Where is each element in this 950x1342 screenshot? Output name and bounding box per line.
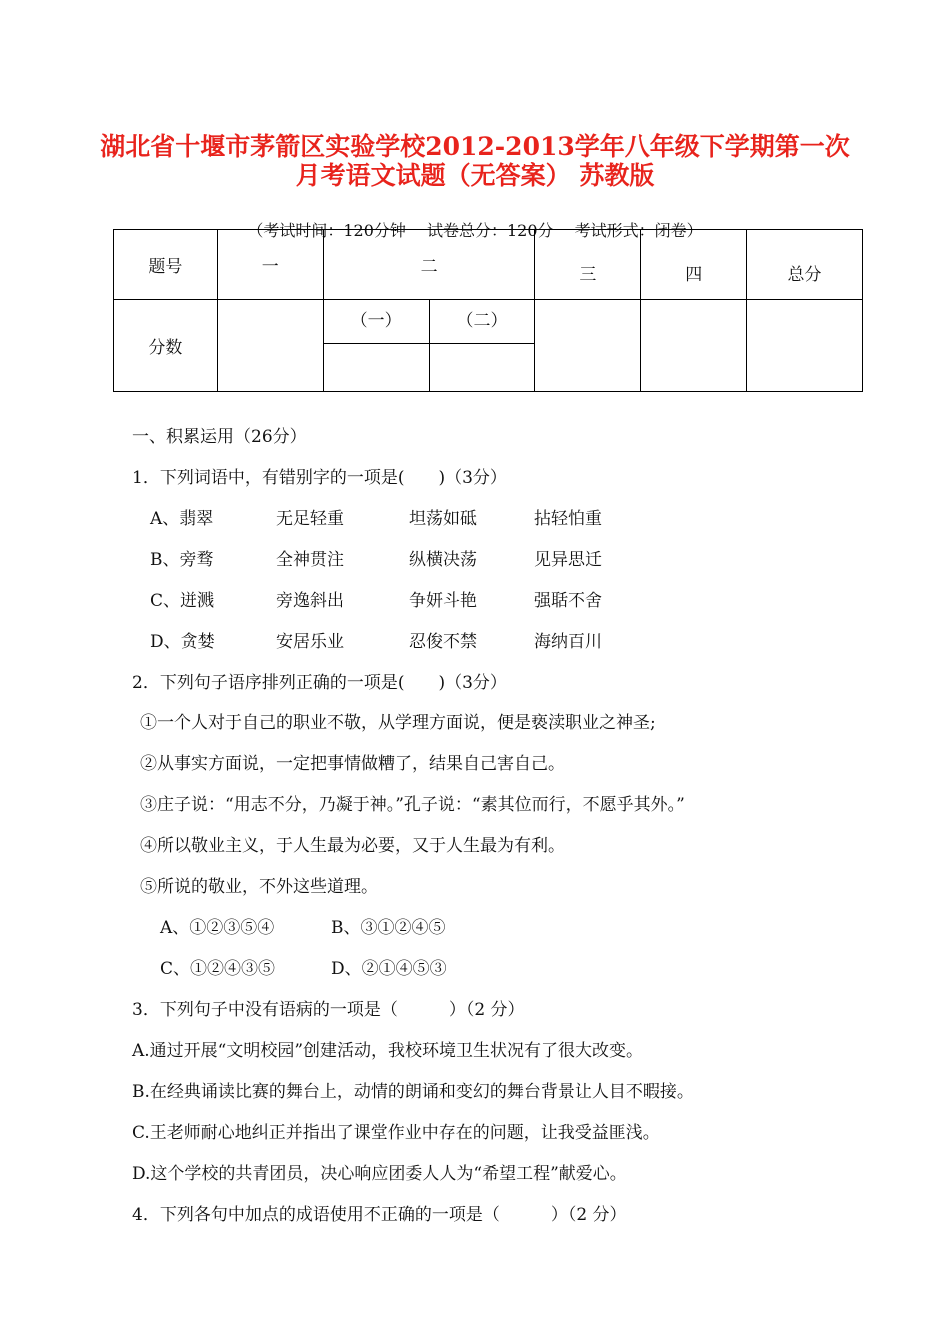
- q2-sentence-3: ③庄子说：“用志不分，乃凝于神。”孔子说：“素其位而行，不愿乎其外。”: [140, 795, 685, 815]
- exam-form: 考试形式：闭卷）: [574, 221, 703, 240]
- q1-option-a-word-4: 拈轻怕重: [534, 509, 602, 529]
- q1-option-b-word-4: 见异思迁: [534, 550, 602, 570]
- q1-option-c-word-4: 强聒不舍: [534, 591, 602, 611]
- q1-option-c-word-3: 争妍斗艳: [409, 591, 477, 611]
- header-part-one: 一: [217, 230, 323, 300]
- q1-option-c-word-2: 旁逸斜出: [276, 591, 344, 611]
- document-title-line-2: 月考语文试题（无答案） 苏教版: [295, 161, 655, 190]
- document-title-line-1: 湖北省十堰市茅箭区实验学校2012-2013学年八年级下学期第一次: [100, 132, 850, 161]
- question-3-stem: 3．下列句子中没有语病的一项是（ ）（2 分）: [132, 1000, 525, 1020]
- score-cell-part-two-1: [323, 344, 429, 392]
- q2-sentence-5: ⑤所说的敬业，不外这些道理。: [140, 877, 378, 897]
- header-part-three: 三: [535, 230, 641, 300]
- q2-sentence-2: ②从事实方面说，一定把事情做糟了，结果自己害自己。: [140, 754, 565, 774]
- q1-option-a-word-2: 无足轻重: [276, 509, 344, 529]
- q2-option-d: D、②①④⑤③: [331, 959, 447, 979]
- q2-option-a: A、①②③⑤④: [160, 918, 275, 938]
- q1-option-b-word-1: B、旁骛: [150, 550, 214, 570]
- row-label-score: 分数: [114, 300, 218, 392]
- q1-option-c-word-1: C、迸溅: [150, 591, 215, 611]
- score-cell-part-two-2: [429, 344, 535, 392]
- q3-option-a: A.通过开展“文明校园”创建活动，我校环境卫生状况有了很大改变。: [132, 1041, 644, 1061]
- question-4-stem: 4．下列各句中加点的成语使用不正确的一项是（ ）（2 分）: [132, 1205, 627, 1225]
- header-total: 总分: [747, 230, 863, 300]
- q1-option-d-word-2: 安居乐业: [276, 632, 344, 652]
- q1-option-d-word-1: D、贪婪: [150, 632, 215, 652]
- q1-option-a-word-1: A、翡翠: [150, 509, 214, 529]
- section-heading: 一、积累运用（26分）: [132, 427, 307, 447]
- score-cell-part-three: [535, 300, 641, 392]
- sub-header-part-two-1: （一）: [323, 300, 429, 344]
- q3-option-d: D.这个学校的共青团员，决心响应团委人人为“希望工程”献爱心。: [132, 1164, 627, 1184]
- q1-option-b-word-2: 全神贯注: [276, 550, 344, 570]
- q2-option-c: C、①②④③⑤: [160, 959, 276, 979]
- exam-total-score: 试卷总分：120分: [426, 221, 554, 240]
- sub-header-part-two-2: （二）: [429, 300, 535, 344]
- q1-option-a-word-3: 坦荡如砥: [409, 509, 477, 529]
- header-part-two: 二: [323, 230, 535, 300]
- score-cell-part-four: [641, 300, 747, 392]
- q2-sentence-4: ④所以敬业主义，于人生最为必要，又于人生最为有利。: [140, 836, 565, 856]
- score-cell-part-one: [217, 300, 323, 392]
- header-question-number: 题号: [114, 230, 218, 300]
- q3-option-c: C.王老师耐心地纠正并指出了课堂作业中存在的问题，让我受益匪浅。: [132, 1123, 660, 1143]
- question-1-stem: 1．下列词语中，有错别字的一项是( )（3分）: [132, 468, 507, 488]
- q1-option-b-word-3: 纵横决荡: [409, 550, 477, 570]
- header-part-four: 四: [641, 230, 747, 300]
- q2-option-b: B、③①②④⑤: [331, 918, 446, 938]
- q3-option-b: B.在经典诵读比赛的舞台上，动情的朗诵和变幻的舞台背景让人目不暇接。: [132, 1082, 694, 1102]
- question-2-stem: 2．下列句子语序排列正确的一项是( )（3分）: [132, 673, 507, 693]
- score-table: [113, 229, 863, 392]
- q1-option-d-word-3: 忍俊不禁: [409, 632, 477, 652]
- score-cell-total: [747, 300, 863, 392]
- q1-option-d-word-4: 海纳百川: [534, 632, 602, 652]
- q2-sentence-1: ①一个人对于自己的职业不敬，从学理方面说，便是亵渎职业之神圣;: [140, 713, 656, 733]
- exam-time: （考试时间：120分钟: [247, 221, 406, 240]
